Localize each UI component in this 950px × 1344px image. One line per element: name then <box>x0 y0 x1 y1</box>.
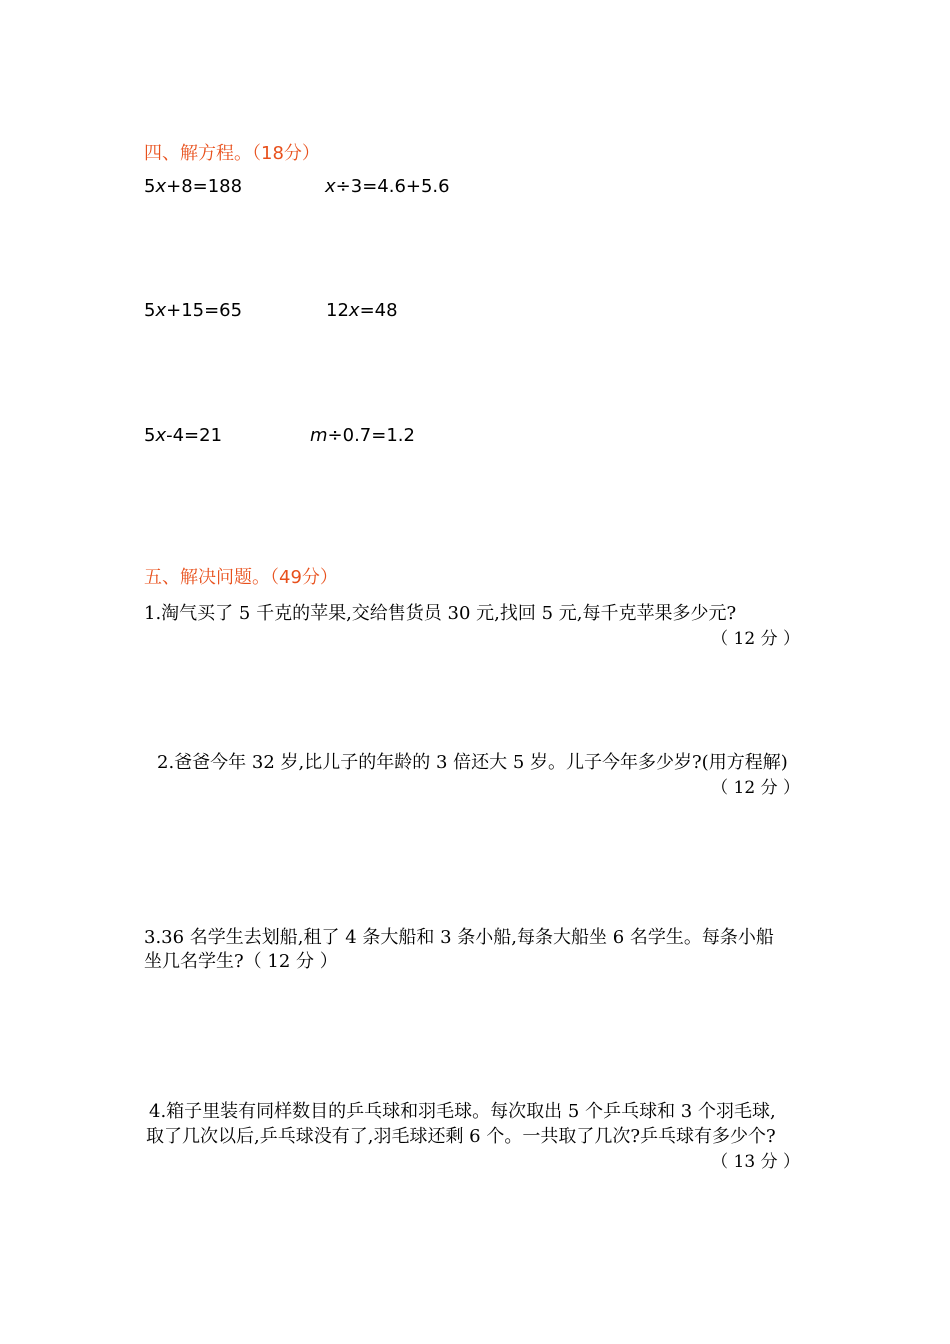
equation-4: 12x=48 <box>326 300 398 321</box>
equation-6: m÷0.7=1.2 <box>310 425 415 446</box>
question-4-line-2: 取了几次以后,乒乓球没有了,羽毛球还剩 6 个。一共取了几次?乒乓球有多少个? <box>146 1126 776 1147</box>
equation-5: 5x-4=21 <box>144 425 223 446</box>
section-5-title: 五、解决问题。（49分） <box>144 567 338 588</box>
question-1-score: （ 12 分 ） <box>711 629 800 649</box>
question-3-line-1: 3.36 名学生去划船,租了 4 条大船和 3 条小船,每条大船坐 6 名学生。每条小船 <box>144 927 774 948</box>
equation-2: x÷3=4.6+5.6 <box>325 176 450 197</box>
question-3-line-2: 坐几名学生?（ 12 分 ） <box>144 951 338 972</box>
section-4-title: 四、解方程。（18分） <box>144 143 320 164</box>
question-2-score: （ 12 分 ） <box>711 778 800 798</box>
equation-3: 5x+15=65 <box>144 300 243 321</box>
question-4-line-1: 4.箱子里装有同样数目的乒乓球和羽毛球。每次取出 5 个乒乓球和 3 个羽毛球, <box>149 1101 776 1122</box>
question-1: 1.淘气买了 5 千克的苹果,交给售货员 30 元,找回 5 元,每千克苹果多少元? <box>144 603 737 624</box>
question-2: 2.爸爸今年 32 岁,比儿子的年龄的 3 倍还大 5 岁。儿子今年多少岁?(用方程解) <box>157 752 788 773</box>
equation-1: 5x+8=188 <box>144 176 243 197</box>
question-4-score: （ 13 分 ） <box>711 1152 800 1172</box>
